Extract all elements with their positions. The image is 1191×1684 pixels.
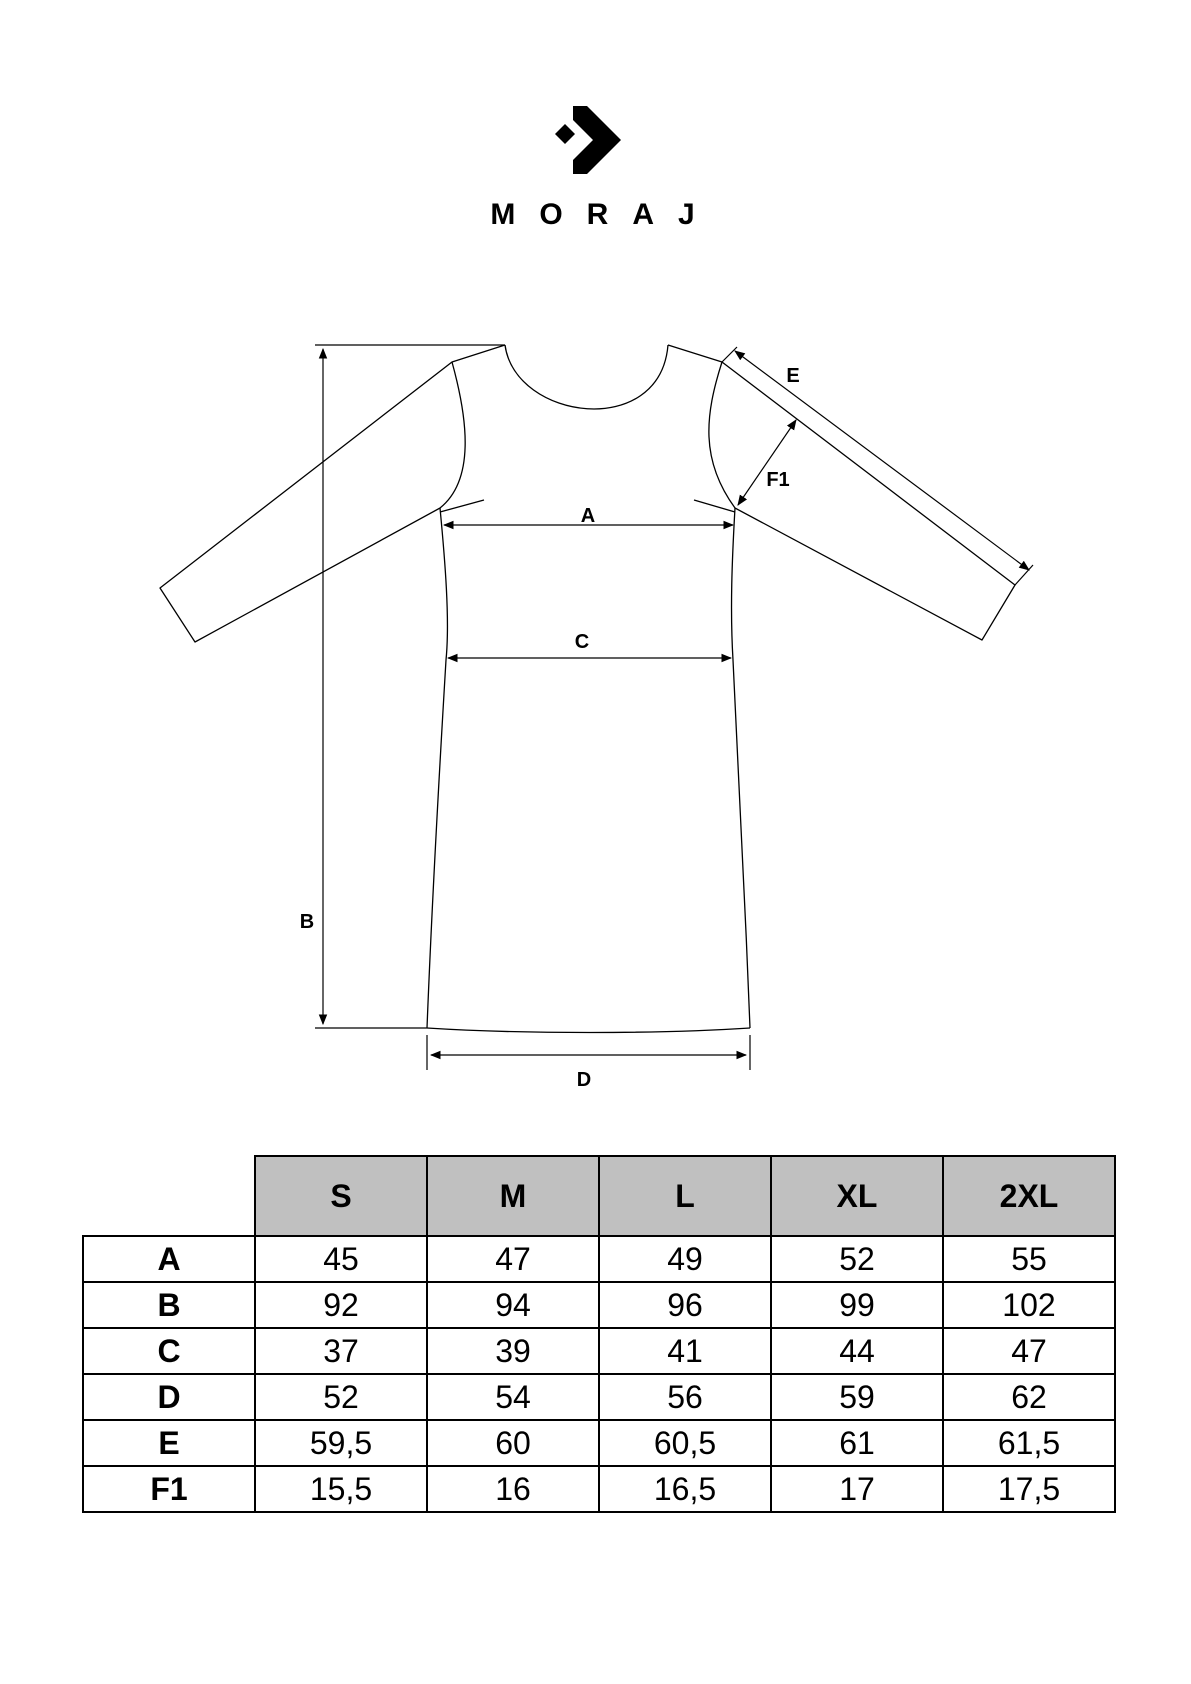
table-cell: 60 (427, 1420, 599, 1466)
table-cell: 47 (427, 1236, 599, 1282)
table-cell: 60,5 (599, 1420, 771, 1466)
table-cell: 59 (771, 1374, 943, 1420)
table-cell: 54 (427, 1374, 599, 1420)
row-label: C (83, 1328, 255, 1374)
table-row (83, 1374, 1115, 1420)
table-cell: 37 (255, 1328, 427, 1374)
table-cell: 102 (943, 1282, 1115, 1328)
table-cell: 17 (771, 1466, 943, 1512)
table-cell: 16 (427, 1466, 599, 1512)
header-corner (83, 1156, 255, 1236)
table-cell: 15,5 (255, 1466, 427, 1512)
table-row (83, 1328, 1115, 1374)
dimension-e-line (735, 351, 1029, 570)
table-row (83, 1236, 1115, 1282)
table-cell: 17,5 (943, 1466, 1115, 1512)
table-cell: 96 (599, 1282, 771, 1328)
dress-outline (160, 345, 1015, 1033)
table-row (83, 1420, 1115, 1466)
table-cell: 39 (427, 1328, 599, 1374)
table-cell: 52 (771, 1236, 943, 1282)
row-label: D (83, 1374, 255, 1420)
table-cell: 62 (943, 1374, 1115, 1420)
dimension-b-label: B (299, 911, 315, 933)
size-header-xl: XL (771, 1156, 943, 1236)
table-cell: 41 (599, 1328, 771, 1374)
row-label: B (83, 1282, 255, 1328)
size-chart-table (82, 1155, 1116, 1513)
table-cell: 55 (943, 1236, 1115, 1282)
table-row (83, 1282, 1115, 1328)
size-header-m: M (427, 1156, 599, 1236)
table-cell: 59,5 (255, 1420, 427, 1466)
table-cell: 99 (771, 1282, 943, 1328)
table-cell: 45 (255, 1236, 427, 1282)
table-cell: 61,5 (943, 1420, 1115, 1466)
table-cell: 61 (771, 1420, 943, 1466)
dimension-c-label: C (574, 631, 590, 653)
row-label: A (83, 1236, 255, 1282)
table-row (83, 1466, 1115, 1512)
measurement-lines (315, 345, 1033, 1070)
size-header-2xl: 2XL (943, 1156, 1115, 1236)
row-label: E (83, 1420, 255, 1466)
dimension-f1-label: F1 (766, 469, 790, 491)
brand-name: MORAJ (490, 198, 719, 231)
table-cell: 44 (771, 1328, 943, 1374)
table-cell: 47 (943, 1328, 1115, 1374)
size-header-s: S (255, 1156, 427, 1236)
table-cell: 49 (599, 1236, 771, 1282)
dimension-a-label: A (580, 505, 596, 527)
row-label: F1 (83, 1466, 255, 1512)
dimension-d-label: D (576, 1069, 592, 1091)
table-cell: 16,5 (599, 1466, 771, 1512)
table-cell: 56 (599, 1374, 771, 1420)
table-cell: 94 (427, 1282, 599, 1328)
size-header-row (83, 1156, 1115, 1236)
size-header-l: L (599, 1156, 771, 1236)
table-cell: 52 (255, 1374, 427, 1420)
table-cell: 92 (255, 1282, 427, 1328)
dimension-f1-line (738, 420, 796, 505)
dimension-e-label: E (786, 365, 800, 387)
